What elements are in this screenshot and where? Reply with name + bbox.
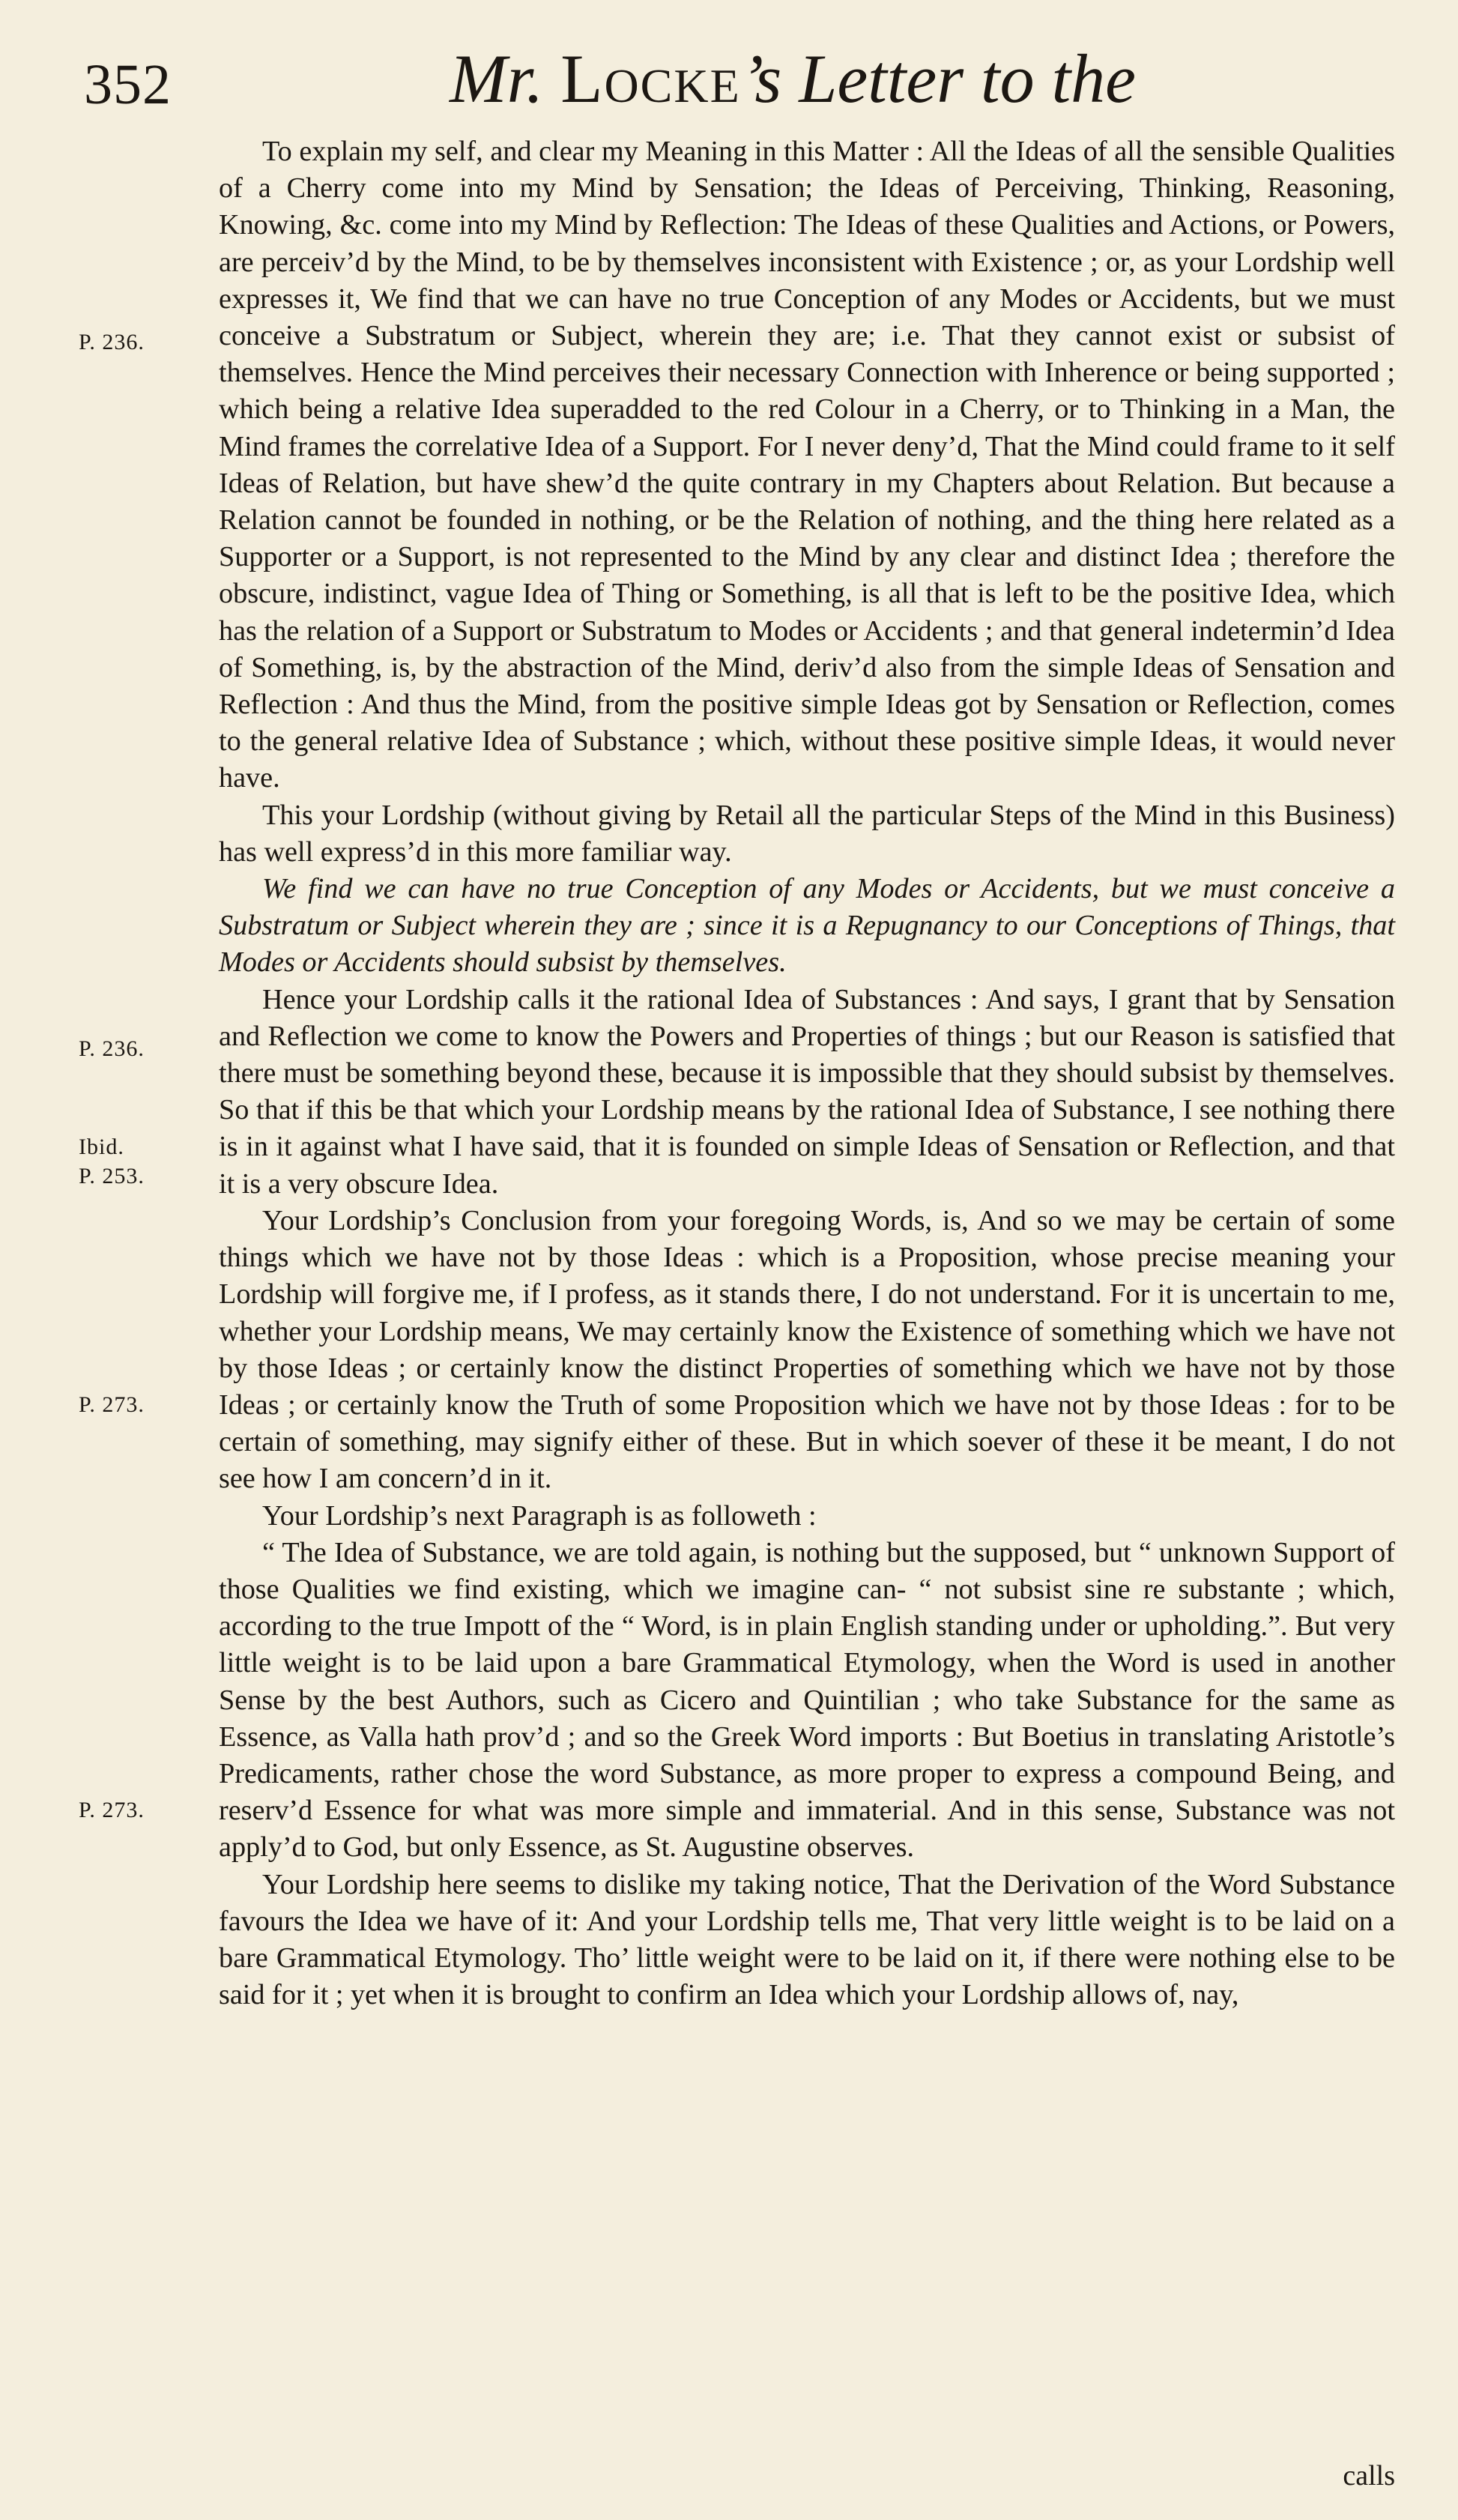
quoted-paragraph: “ The Idea of Substance, we are told again, is nothing but the supposed, but “ unknown Support of those Qualities we find existing, which we imagine can- “ not subsist sine re substante ; which, according to the true Impott of the “ Word, is in plain English standing under or upholding.”. But very little weight is to be laid upon a bare Grammatical Etymology, when the Word is used in another Sense by the best Authors, such as Cicero and Quintilian ; who take Substance for the same as Essence, as Valla hath prov’d ; and so the Greek Word imports : But Boetius in translating Aristotle’s Predicaments, rather chose the word Substance, as more proper to express a compound Being, and reserv’d Essence for what was more simple and immaterial. And in this sense, Substance was not apply’d to God, but only Essence, as St. Augustine observes.: [219, 1536, 1395, 1864]
running-head-prefix: Mr.: [450, 40, 544, 117]
main-text: [219, 133, 1395, 2013]
margin-note: P. 273.: [79, 1798, 145, 1822]
page-number: 352: [84, 53, 172, 116]
paragraph: This your Lordship (without giving by Retail all the particular Steps of the Mind in this Business) has well express’d in this more familiar way.: [219, 799, 1395, 868]
margin-note: P. 236.: [79, 1036, 145, 1061]
margin-note: Ibid.: [79, 1134, 124, 1159]
margin-note: P. 236.: [79, 330, 145, 354]
paragraph: Your Lordship’s next Paragraph is as followeth :: [262, 1499, 817, 1532]
margin-note: P. 273.: [79, 1392, 145, 1417]
paragraph: Your Lordship here seems to dislike my taking notice, That the Derivation of the Word Substance favours the Idea we have of it: And your Lordship tells me, That very little weight is to be laid on a bare Grammatical Etymology. Tho’ little weight were to be laid on it, if there were nothing else to be said for it ; yet when it is brought to confirm an Idea which your Lordship allows of, nay,: [219, 1868, 1395, 2011]
paragraph: Your Lordship’s Conclusion from your foregoing Words, is, And so we may be certain of some things which we have not by those Ideas : which is a Proposition, whose precise meaning your Lordship will forgive me, if I profess, as it stands there, I do not understand. For it is uncertain to me, whether your Lordship means, We may certainly know the Existence of something which we have not by those Ideas ; or certainly know the distinct Properties of something which we have not by those Ideas ; or certainly know the Truth of some Proposition which we have not by those Ideas : for to be certain of something, may signify either of these. But in which soever of these it be meant, I do not see how I am concern’d in it.: [219, 1204, 1395, 1495]
running-head-name: Locke: [560, 40, 741, 117]
running-head-suffix: ’s Letter to the: [740, 40, 1136, 117]
paragraph: To explain my self, and clear my Meaning in this Matter : All the Ideas of all the sensible Qualities of a Cherry come into my Mind by Sensation; the Ideas of Perceiving, Thinking, Reasoning, Knowing, &c. come into my Mind by Reflection: The Ideas of these Qualities and Actions, or Powers, are perceiv’d by the Mind, to be by themselves inconsistent with Existence ; or, as your Lordship well expresses it, We find that we can have no true Conception of any Modes or Accidents, but we must conceive a Substratum or Subject, wherein they are; i.e. That they cannot exist or subsist of themselves. Hence the Mind perceives their necessary Connection with Inherence or being supported ; which being a relative Idea superadded to the red Colour in a Cherry, or to Thinking in a Man, the Mind frames the correlative Idea of a Support. For I never deny’d, That the Mind could frame to it self Ideas of Relation, but have shew’d the quite contrary in my Chapters about Relation. But because a Relation cannot be founded in nothing, or be the Relation of nothing, and the thing here related as a Supporter or a Support, is not represented to the Mind by any clear and distinct Idea ; therefore the obscure, indistinct, vague Idea of Thing or Something, is all that is left to be the positive Idea, which has the relation of a Support or Substratum to Modes or Accidents ; and that general indetermin’d Idea of Something, is, by the abstraction of the Mind, deriv’d also from the simple Ideas of Sensation and Reflection : And thus the Mind, from the positive simple Ideas got by Sensation or Reflection, comes to the general relative Idea of Substance ; which, without these positive simple Ideas, it would never have.: [219, 136, 1395, 794]
running-head: [450, 39, 1136, 118]
paragraph: Hence your Lordship calls it the rational Idea of Substances : And says, I grant that by Sensation and Reflection we come to know the Powers and Properties of things ; but our Reason is satisfied that there must be something beyond these, because it is impossible that they should subsist by themselves. So that if this be that which your Lordship means by the rational Idea of Substance, I see nothing there is in it against what I have said, that it is founded on simple Ideas of Sensation or Reflection, and that it is a very obscure Idea.: [219, 983, 1395, 1200]
catchword: calls: [1343, 2460, 1395, 2492]
quoted-paragraph: We find we can have no true Conception of any Modes or Accidents, but we must conceive a Substratum or Subject wherein they are ; since it is a Repugnancy to our Conceptions of Things, that Modes or Accidents should subsist by themselves.: [219, 873, 1395, 979]
margin-note: P. 253.: [79, 1164, 145, 1188]
